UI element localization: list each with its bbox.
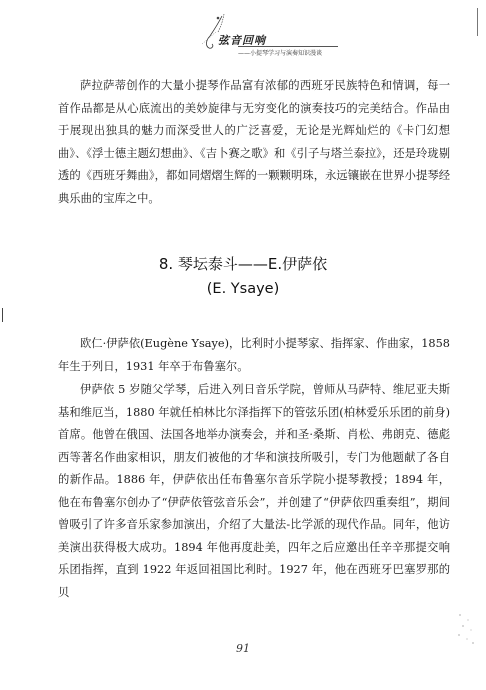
page-number: 91: [236, 642, 250, 655]
scan-artifact: [477, 8, 478, 36]
paragraph-ysaye-career: 伊萨依 5 岁随父学琴，后进入列日音乐学院，曾师从马萨特、维尼亚夫斯基和维厄当，1880 年就任柏林比尔泽指挥下的管弦乐团(柏林爱乐乐团的前身)首席。他曾在俄国、法国各地举办演奏会，并和圣·桑斯、肖松、弗朗克、德彪西等著名作曲家相识，朋友们被他的才华和演技所吸引，专门为他题献了各自的新作品。1886 年，伊萨依出任布鲁塞尔音乐学院小提琴教授；1894 年，他在布鲁塞尔创办了“伊萨依管弦音乐会”，并创建了“伊萨依四重奏组”，期间曾吸引了许多音乐家参加演出，介绍了大量法-比学派的现代作品。同年，他访美演出获得极大成功。1894 年他再度赴美，四年之后应邀出任辛辛那提交响乐团指挥，直到 1922 年返回祖国比利时。1927 年，他在西班牙巴塞罗那的贝: [58, 383, 450, 599]
section-subtitle: (E. Ysaye): [206, 281, 280, 297]
paragraph-ysaye-intro: 欧仁·伊萨依(Eugène Ysaye)，比利时小提琴家、指挥家、作曲家，1858 年生于列日，1931 年卒于布鲁塞尔。: [58, 337, 450, 373]
scan-noise: [456, 612, 476, 646]
header-caption: ——小提琴学习与演奏知识漫谈: [238, 46, 338, 57]
scan-artifact: [2, 308, 3, 322]
paragraph-sarasate: 萨拉萨蒂创作的大量小提琴作品富有浓郁的西班牙民族特色和情调，每一首作品都是从心底流出的美妙旋律与无穷变化的演奏技巧的完美结合。作品由于展现出独具的魅力而深受世人的广泛喜爱，无论是光辉灿烂的《卡门幻想曲》、《浮士德主题幻想曲》、《吉卜赛之歌》和《引子与塔兰泰拉》，还是玲珑剔透的《西班牙舞曲》，都如同熠熠生辉的一颗颗明珠，永远镶嵌在世界小提琴经典乐曲的宝库之中。: [58, 79, 450, 205]
header-logo-text: 弦音回响: [218, 34, 266, 47]
section-title: 8. 琴坛泰斗——E.伊萨依: [158, 255, 328, 273]
page-header: [188, 10, 338, 60]
